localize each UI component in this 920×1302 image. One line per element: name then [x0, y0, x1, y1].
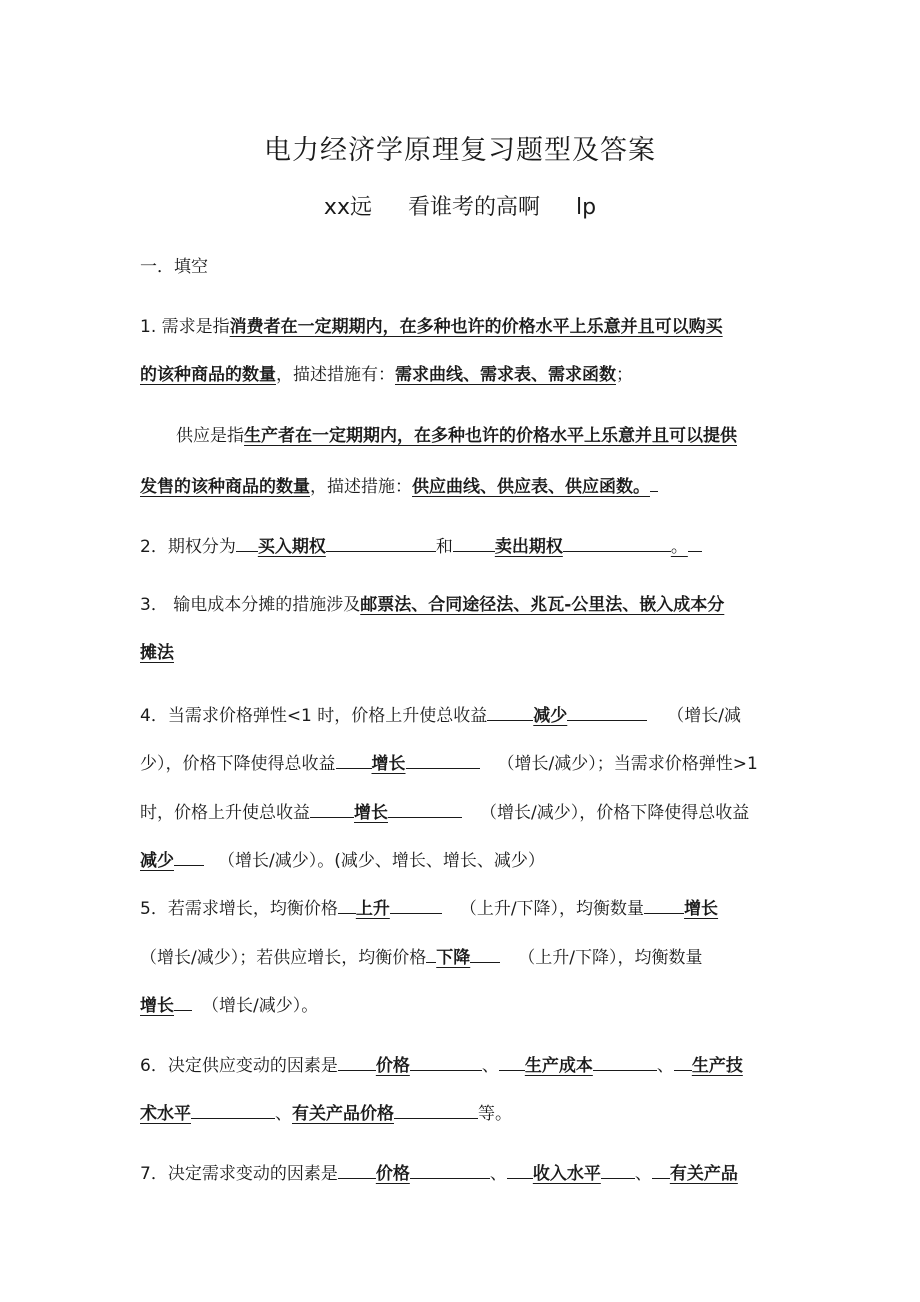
q1-prefix: 1. 需求是指 [140, 317, 230, 337]
q1-supply-middle: ，描述措施： [310, 477, 412, 497]
q1-supply-answer-part2: 发售的该种商品的数量 [140, 477, 310, 497]
q1-supply-line-1 [140, 423, 821, 449]
q4-line-4-end: （增长/减少）。(减少、增长、增长、减少） [218, 851, 545, 871]
q6-separator-2: 、 [656, 1056, 674, 1076]
q6-separator-3: 、 [275, 1104, 292, 1124]
q3-line-1 [140, 592, 785, 618]
q7-separator-2: 、 [634, 1164, 652, 1184]
q7-answer-2: 收入水平 [532, 1164, 601, 1184]
q6-prefix: 6．决定供应变动的因素是 [140, 1056, 338, 1076]
q5-answer-3: 下降 [436, 948, 471, 968]
q4-prefix: 4．当需求价格弹性<1 时，价格上升使总收益 [140, 706, 488, 726]
q1-end: ； [616, 365, 633, 385]
q5-line-1 [140, 893, 785, 922]
q1-answer-methods: 需求曲线、需求表、需求函数 [395, 365, 616, 385]
q2-end: 。 [670, 537, 688, 557]
q2-line [140, 531, 785, 560]
q4-line-4 [140, 845, 785, 874]
q5-line-2-prefix: （增长/减少）；若供应增长，均衡价格 [140, 948, 427, 968]
subtitle-end: lp [575, 195, 597, 220]
q5-prefix: 5．若需求增长，均衡价格 [140, 899, 338, 919]
subtitle-middle: 看谁考的高啊 [407, 195, 540, 220]
q1-answer-part2: 的该种商品的数量 [140, 365, 276, 385]
q7-answer-1: 价格 [375, 1164, 410, 1184]
document-title: 电力经济学原理复习题型及答案 [264, 135, 656, 166]
q5-line-1-middle: （上升/下降），均衡数量 [459, 899, 645, 919]
q3-answer-part2: 摊法 [140, 643, 174, 663]
q5-answer-1: 上升 [355, 899, 390, 919]
q6-separator-1: 、 [481, 1056, 499, 1076]
q7-answer-3: 有关产品 [669, 1164, 738, 1184]
q5-line-3-end: （增长/减少）。 [202, 996, 319, 1016]
q2-prefix: 2．期权分为 [140, 537, 236, 557]
q4-line-2 [140, 748, 785, 777]
q4-line-2-end: （增长/减少）；当需求价格弹性>1 [497, 754, 758, 774]
q1-supply-answer-methods: 供应曲线、供应表、供应函数。 [412, 477, 650, 497]
section-heading: 一．填空 [140, 257, 208, 277]
q7-separator-1: 、 [489, 1164, 507, 1184]
q4-answer-4: 减少 [140, 851, 174, 871]
q4-answer-1: 减少 [533, 706, 568, 726]
q6-answer-2: 生产成本 [524, 1056, 593, 1076]
q1-line-1 [140, 314, 785, 340]
q6-answer-3-cont: 术水平 [140, 1104, 191, 1124]
q6-answer-4: 有关产品价格 [292, 1104, 394, 1124]
q2-middle: 和 [435, 537, 453, 557]
q5-line-2-end: （上升/下降），均衡数量 [518, 948, 703, 968]
q5-line-2 [140, 942, 785, 971]
q5-answer-4: 增长 [140, 996, 174, 1016]
q4-answer-3: 增长 [354, 803, 388, 823]
q1-supply-prefix: 供应是指 [176, 426, 244, 446]
q1-line-2 [140, 362, 785, 388]
q3-prefix: 3． 输电成本分摊的措施涉及 [140, 595, 361, 615]
q7-line-1 [140, 1158, 785, 1187]
q2-answer-2: 卖出期权 [494, 537, 563, 557]
q4-line-3-end: （增长/减少），价格下降使得总收益 [480, 803, 750, 823]
q4-line-2-prefix: 少），价格下降使得总收益 [140, 754, 336, 774]
q6-line-2 [140, 1098, 785, 1127]
q1-answer-part1: 消费者在一定期期内，在多种也许的价格水平上乐意并且可以购买 [229, 317, 723, 337]
q6-answer-1: 价格 [375, 1056, 410, 1076]
q4-line-3 [140, 797, 785, 826]
q1-supply-line-2 [140, 471, 785, 500]
q3-line-2 [140, 640, 785, 666]
q4-line-3-prefix: 时，价格上升使总收益 [140, 803, 310, 823]
q6-end: 等。 [478, 1104, 512, 1124]
q6-answer-3: 生产技 [691, 1056, 743, 1076]
q6-line-1 [140, 1050, 785, 1079]
q4-line-1 [140, 700, 785, 729]
q4-line-1-end: （增长/减 [667, 706, 742, 726]
q1-middle: ，描述措施有： [276, 365, 395, 385]
q2-answer-1: 买入期权 [257, 537, 326, 557]
subtitle-author: xx远 [323, 195, 372, 220]
q1-supply-answer-part1: 生产者在一定期期内，在多种也许的价格水平上乐意并且可以提供 [244, 426, 737, 446]
q5-answer-2: 增长 [684, 899, 719, 919]
q5-line-3 [140, 990, 785, 1019]
q3-answer-part1: 邮票法、合同途径法、兆瓦-公里法、嵌入成本分 [360, 595, 725, 615]
q4-answer-2: 增长 [371, 754, 406, 774]
document-subtitle [0, 190, 920, 221]
q7-prefix: 7．决定需求变动的因素是 [140, 1164, 338, 1184]
